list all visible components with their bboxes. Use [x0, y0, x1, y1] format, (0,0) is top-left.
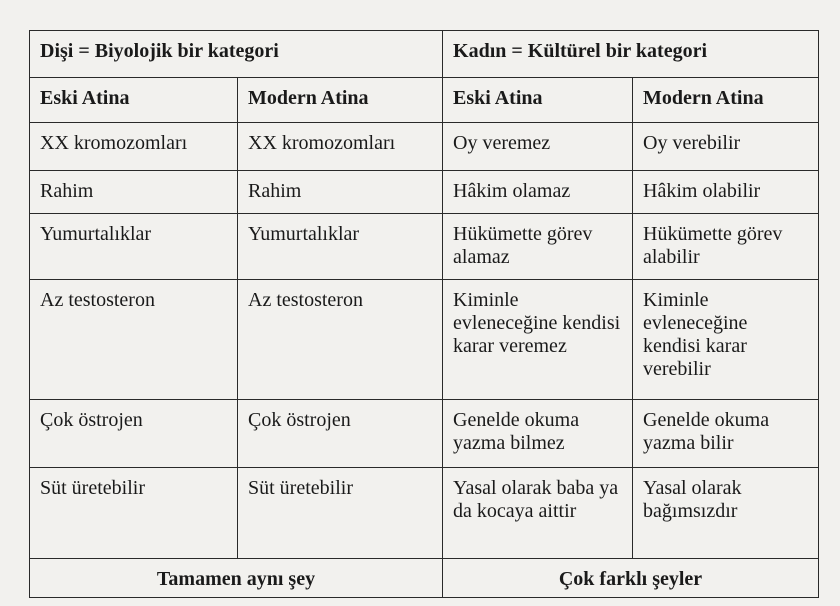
- category-header-row: [30, 31, 819, 78]
- summary-same: Tamamen aynı şey: [30, 559, 443, 598]
- summary-different: Çok farklı şeyler: [443, 559, 819, 598]
- table-cell: Genelde okuma yazma bilir: [633, 400, 819, 468]
- table-cell: Süt üretebilir: [30, 468, 238, 559]
- table-cell: Rahim: [238, 171, 443, 214]
- table-cell: Kiminle evleneceğine kendisi karar verebilir: [633, 280, 819, 400]
- biological-category-header: Dişi = Biyolojik bir kategori: [30, 31, 443, 78]
- table-cell: XX kromozomları: [238, 123, 443, 171]
- table-cell: Oy verebilir: [633, 123, 819, 171]
- table-row: [30, 171, 819, 214]
- column-header: Eski Atina: [443, 78, 633, 123]
- column-header-row: [30, 78, 819, 123]
- table-row: [30, 400, 819, 468]
- table-cell: Yasal olarak bağımsızdır: [633, 468, 819, 559]
- table-row: [30, 468, 819, 559]
- table-cell: Hâkim olamaz: [443, 171, 633, 214]
- table-cell: Hükümette görev alamaz: [443, 214, 633, 280]
- table-cell: Az testosteron: [238, 280, 443, 400]
- table-row: [30, 123, 819, 171]
- table-cell: Kiminle evleneceğine kendisi karar veremez: [443, 280, 633, 400]
- summary-row: [30, 559, 819, 598]
- column-header: Modern Atina: [633, 78, 819, 123]
- table-cell: Hükümette görev alabilir: [633, 214, 819, 280]
- column-header: Eski Atina: [30, 78, 238, 123]
- table-cell: Çok östrojen: [238, 400, 443, 468]
- comparison-table: [29, 30, 819, 598]
- table-cell: Yasal olarak baba ya da kocaya aittir: [443, 468, 633, 559]
- table-cell: Hâkim olabilir: [633, 171, 819, 214]
- cultural-category-header: Kadın = Kültürel bir kategori: [443, 31, 819, 78]
- table-cell: XX kromozomları: [30, 123, 238, 171]
- table-cell: Süt üretebilir: [238, 468, 443, 559]
- table-row: [30, 214, 819, 280]
- column-header: Modern Atina: [238, 78, 443, 123]
- table-cell: Çok östrojen: [30, 400, 238, 468]
- table-cell: Az testosteron: [30, 280, 238, 400]
- table-cell: Genelde okuma yazma bilmez: [443, 400, 633, 468]
- table-cell: Rahim: [30, 171, 238, 214]
- table-cell: Oy veremez: [443, 123, 633, 171]
- table-cell: Yumurtalıklar: [238, 214, 443, 280]
- table-cell: Yumurtalıklar: [30, 214, 238, 280]
- table-row: [30, 280, 819, 400]
